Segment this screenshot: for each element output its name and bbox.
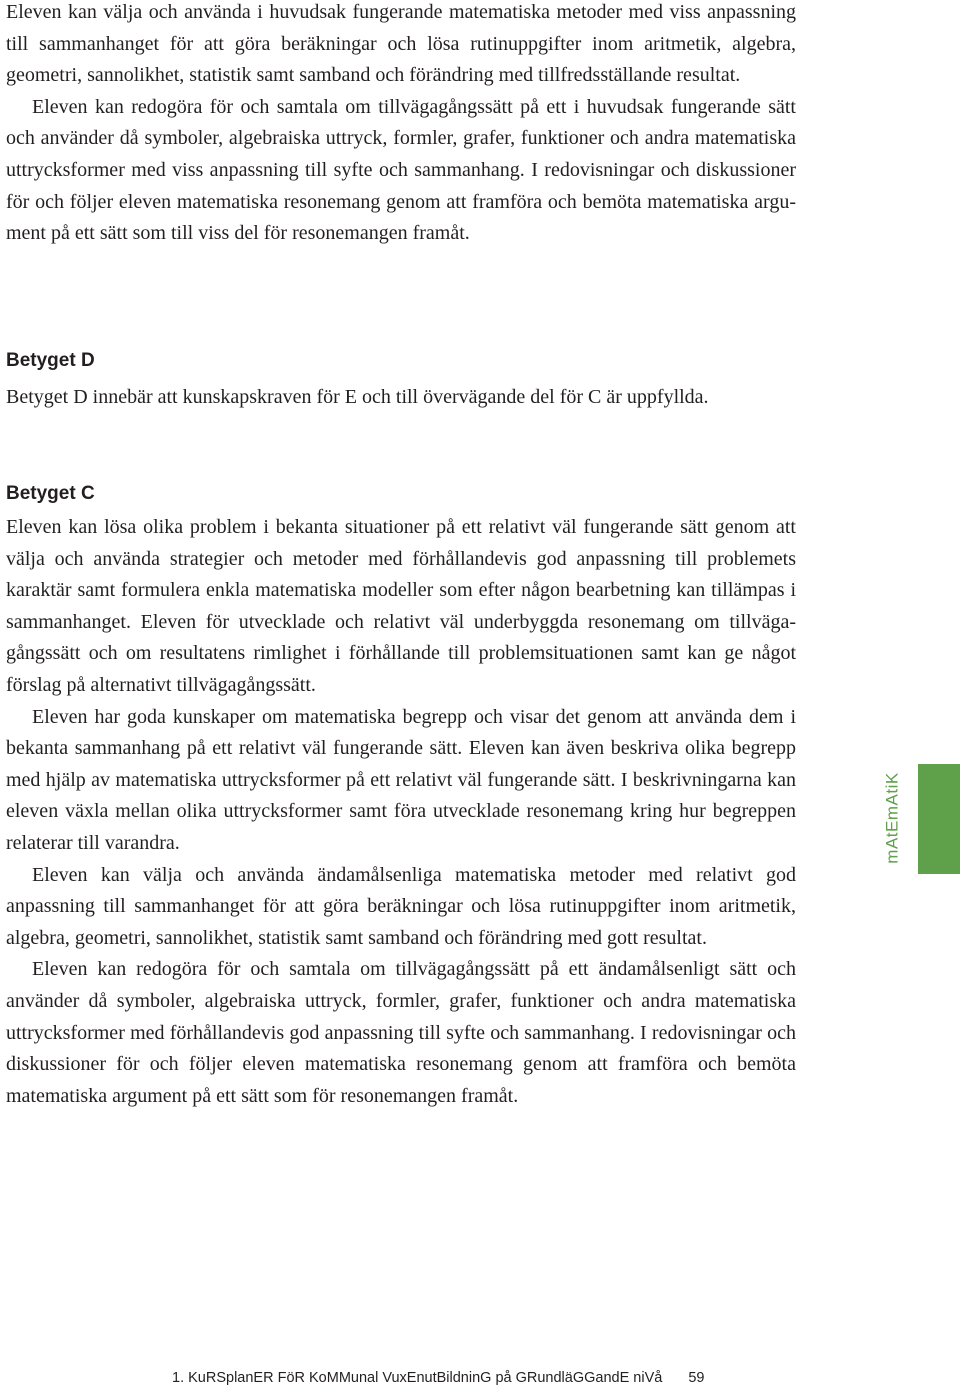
grade-c-paragraph-concepts: Eleven har goda kunskaper om matematiska begrepp och visar det genom att använda dem i bekanta sammanhang på ett relativt väl fungerande sätt. Eleven kan även beskriva olika begrepp med hjälp av matematiska uttrycksformer på ett relativt väl fungerande sätt. I beskrivningarna kan eleven växla mellan olika uttrycksformer samt föra utvecklade resonemang kring hur begreppen relaterar till varandra. <box>6 705 796 854</box>
intro-paragraph-methods: Eleven kan välja och använda i huvudsak fungerande matematiska metoder med viss anpassning till sammanhanget för att göra beräkningar och lösa rutinuppgifter inom aritmetik, algebra, geometri, sannolikhet, statistik samt samband och förändring med tillfredsställande resultat. <box>6 1 796 87</box>
grade-c-paragraph-methods: Eleven kan välja och använda ändamålsenliga matematiska metoder med relativt god anpassning till sammanhanget för att göra beräkningar och lösa rutinuppgifter inom aritmetik, algebra, geometri, sannolikhet, statistik samt samband och förändring med gott resultat. <box>6 863 796 949</box>
grade-c-heading: Betyget C <box>6 483 95 504</box>
side-subject-label <box>873 760 913 876</box>
intro-section <box>6 0 796 250</box>
grade-c-paragraph-problems: Eleven kan lösa olika problem i bekanta situationer på ett relativt väl fungerande sätt genom att välja och använda strategier och metoder med förhållandevis god anpassning till problemets karaktär samt formulera enkla matematiska modeller som efter någon bearbetning kan tillämpas i sammanhanget. Eleven för utvecklade och relativt väl underbyggda resonemang om tillvägagångssätt och om resultatens rimlighet i förhållande till problemsituationen samt kan ge något förslag på alternativt tillvägagångssätt. <box>6 516 796 696</box>
page-number: 59 <box>688 1370 705 1386</box>
grade-d-text: Betyget D innebär att kunskapskraven för E och till övervägande del för C är uppfyllda. <box>6 386 709 408</box>
side-subject-text: mAtEmAtiK <box>883 772 902 864</box>
footer-title: 1. KuRSplanER FöR KoMMunal VuxEnutBildninG på GRundläGGandE niVå <box>172 1370 663 1386</box>
grade-c-section <box>6 512 796 1112</box>
side-color-tab <box>918 764 960 874</box>
grade-c-paragraph-reasoning: Eleven kan redogöra för och samtala om tillvägagångssätt på ett ändamålsenligt sätt och använder då symboler, algebraiska uttryck, formler, grafer, funktioner och andra matematiska uttrycksformer med förhållandevis god anpassning till syfte och sammanhang. I redovisningar och diskussioner för och följer eleven matematiska resonemang genom att framföra och bemöta matematiska argument på ett sätt som för resonemangen framåt. <box>6 958 796 1107</box>
intro-paragraph-reasoning: Eleven kan redogöra för och samtala om tillvägagångssätt på ett i huvudsak fungerande sätt och använder då symboler, algebraiska uttryck, formler, grafer, funktioner och andra matematiska uttrycksformer med viss anpassning till syfte och sammanhang. I redovisningar och diskussioner för och följer eleven matematiska resonemang genom att framföra och bemöta matematiska argument på ett sätt som till viss del för resonemangen framåt. <box>6 95 796 245</box>
page-footer <box>172 1370 952 1386</box>
grade-d-heading: Betyget D <box>6 350 95 371</box>
